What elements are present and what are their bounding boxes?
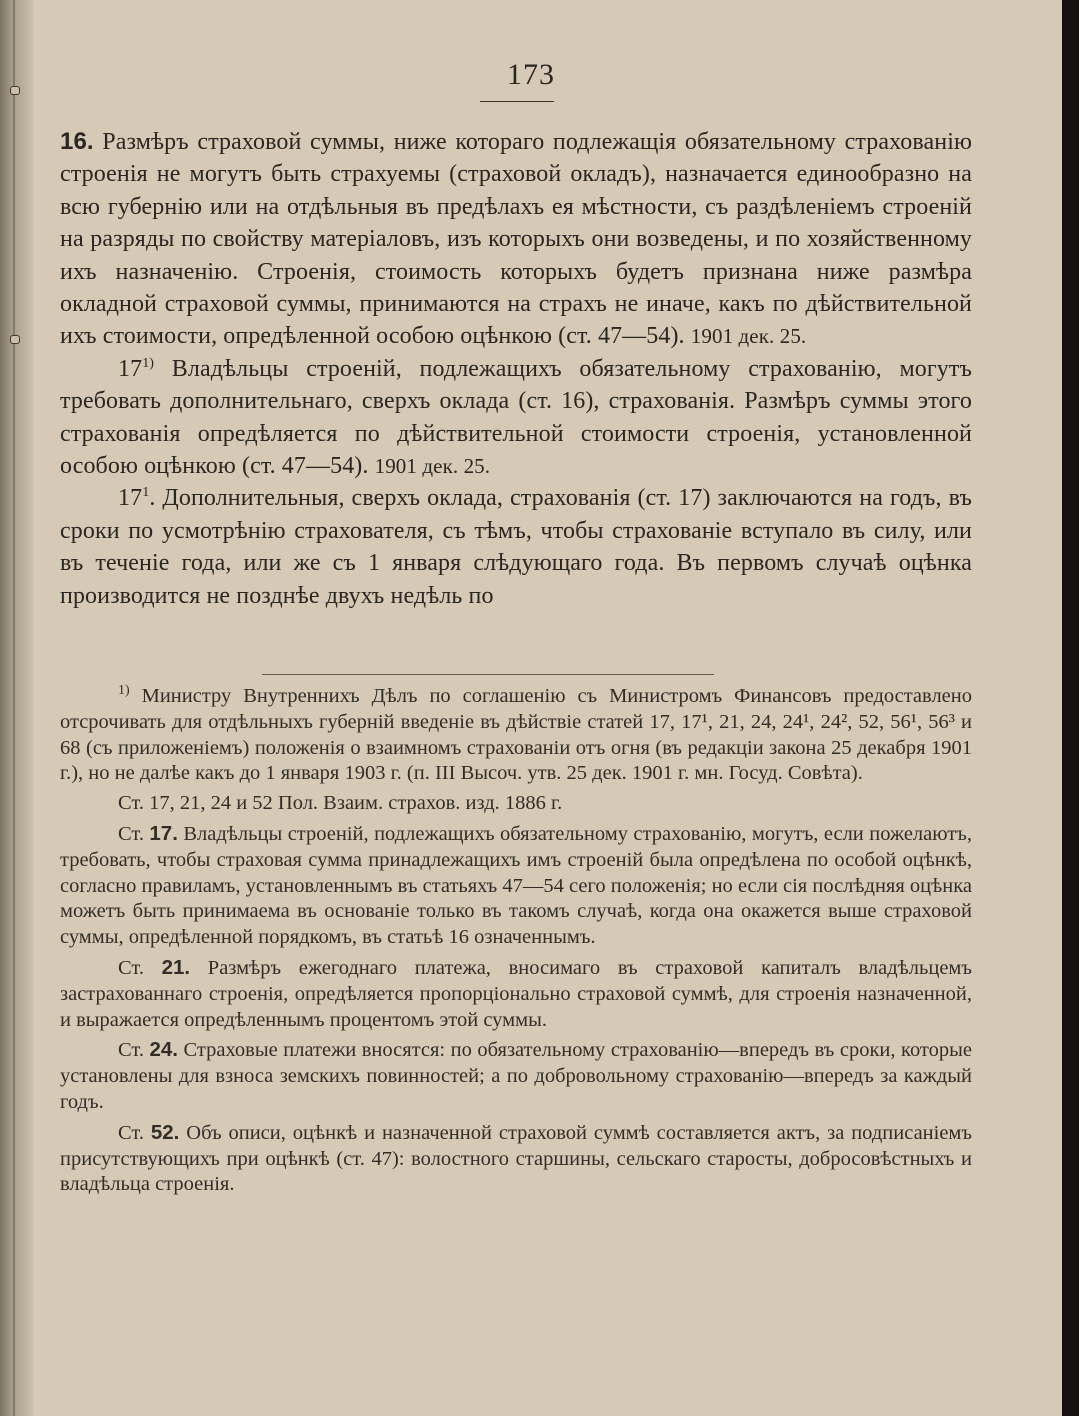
footnote-separator — [262, 674, 714, 675]
old-article-prefix: Ст. — [118, 822, 150, 845]
article-17-1-number: 17 — [118, 485, 143, 512]
article-17-number: 17 — [118, 355, 143, 382]
old-article-17 — [60, 821, 972, 951]
article-16 — [60, 126, 972, 353]
old-article-prefix: Ст. — [118, 1121, 151, 1144]
old-article-prefix: Ст. — [118, 1039, 150, 1062]
footnote-ref: 1) — [142, 355, 155, 371]
old-article-21-number: 21. — [161, 955, 191, 979]
old-article-24-text: Страховые платежи вносятся: по обязательному страхованію—впередъ въ сроки, которые установлены для взноса земскихъ повинностей; а по добровольному страхованію—впередъ за каждый годъ. — [60, 1039, 972, 1113]
binding-shadow — [0, 0, 34, 1416]
page-number: 173 — [507, 58, 555, 91]
binding-edge — [13, 0, 15, 1416]
old-edition-heading: Ст. 17, 21, 24 и 52 Пол. Взаим. страхов. изд. 1886 г. — [118, 792, 563, 815]
old-article-17-number: 17. — [149, 821, 178, 845]
old-article-prefix: Ст. — [118, 956, 162, 979]
footnotes — [60, 684, 972, 1198]
old-article-21-text: Размѣръ ежегоднаго платежа, вносимаго въ страховой капиталъ владѣльцемъ застрахованнаго строенія, опредѣляется пропорціонально страховой суммѣ, для строенія назначенной, и выражается опредѣленнымъ процентомъ этой суммы. — [60, 956, 972, 1031]
old-article-24-number: 24. — [149, 1038, 178, 1062]
old-article-52-number: 52. — [150, 1120, 180, 1144]
article-16-date: 1901 дек. 25. — [690, 324, 807, 349]
main-text — [60, 126, 972, 612]
article-17 — [60, 353, 972, 483]
old-article-24 — [60, 1037, 972, 1115]
article-16-text: Размѣръ страховой суммы, ниже котораго подлежащія обязательному страхованію строенія не могутъ быть страхуемы (страховой окладъ), назначается единообразно на всю губернію или на отдѣльныя въ предѣлахъ ея мѣстности, съ раздѣленіемъ строеній на разряды по свойству матеріаловъ, изъ которыхъ они возведены, и по хозяйственному ихъ назначенію. Строенія, стоимость которыхъ будетъ признана ниже размѣра окладной страховой суммы, принимаются на страхъ не иначе, какъ по дѣйствительной ихъ стоимости, опредѣленной особою оцѣнкою (ст. 47—54). — [60, 129, 972, 350]
old-article-21 — [60, 955, 972, 1033]
page-number-rule — [480, 101, 554, 102]
footnote-1-text: Министру Внутреннихъ Дѣлъ по соглашенію съ Министромъ Финансовъ предоставлено отсрочивать для отдѣльныхъ губерній введеніе въ дѣйствіе статей 17, 17¹, 21, 24, 24¹, 24², 52, 56¹, 56³ и 68 (съ приложеніемъ) положенія о взаимномъ страхованіи отъ огня (въ редакціи закона 25 декабря 1901 г.), но не далѣе какъ до 1 января 1903 г. (п. III Высоч. утв. 25 дек. 1901 г. мн. Госуд. Совѣта). — [60, 685, 972, 785]
article-17-1-text: . Дополнительныя, сверхъ оклада, страхованія (ст. 17) заключаются на годъ, въ сроки по усмотрѣнію страхователя, съ тѣмъ, чтобы страхованіе вступало въ силу, или въ теченіе года, или же съ 1 января слѣдующаго года. Въ первомъ случаѣ оцѣнка производится не позднѣе двухъ недѣль по — [60, 485, 972, 609]
old-article-52-text: Объ описи, оцѣнкѣ и назначенной страховой суммѣ составляется актъ, за подписаніемъ присутствующихъ при оцѣнкѣ (ст. 47): волостного старшины, сельскаго старосты, добросовѣстныхъ и владѣльца строенія. — [60, 1121, 973, 1196]
article-16-number: 16. — [60, 128, 94, 155]
old-article-52 — [60, 1120, 972, 1198]
margin-ring-mark — [10, 335, 20, 344]
article-17-date: 1901 дек. 25. — [374, 454, 491, 479]
article-17-1-superscript: 1 — [142, 485, 150, 501]
old-article-17-text: Владѣльцы строеній, подлежащихъ обязательному страхованію, могутъ, если пожелаютъ, требовать, чтобы страховая сумма принадлежащихъ имъ строеній была опредѣлена по особой оцѣнкѣ, согласно правиламъ, установленнымъ въ статьяхъ 47—54 сего положенія; но если сія послѣдняя оцѣнка можетъ быть принимаема въ основаніе только въ такомъ случаѣ, когда она окажется выше страховой суммы, опредѣленной порядкомъ, въ статьѣ 16 означеннымъ. — [60, 822, 972, 949]
article-17-text: Владѣльцы строеній, подлежащихъ обязательному страхованію, могутъ требовать дополнительнаго, сверхъ оклада (ст. 16), страхованія. Размѣръ суммы этого страхованія опредѣляется по дѣйствительной стоимости строенія, установленной особою оцѣнкою (ст. 47—54). — [60, 355, 972, 480]
article-17-1 — [60, 482, 972, 612]
footnote-mark: 1) — [118, 683, 130, 699]
footnote-1 — [60, 684, 972, 787]
